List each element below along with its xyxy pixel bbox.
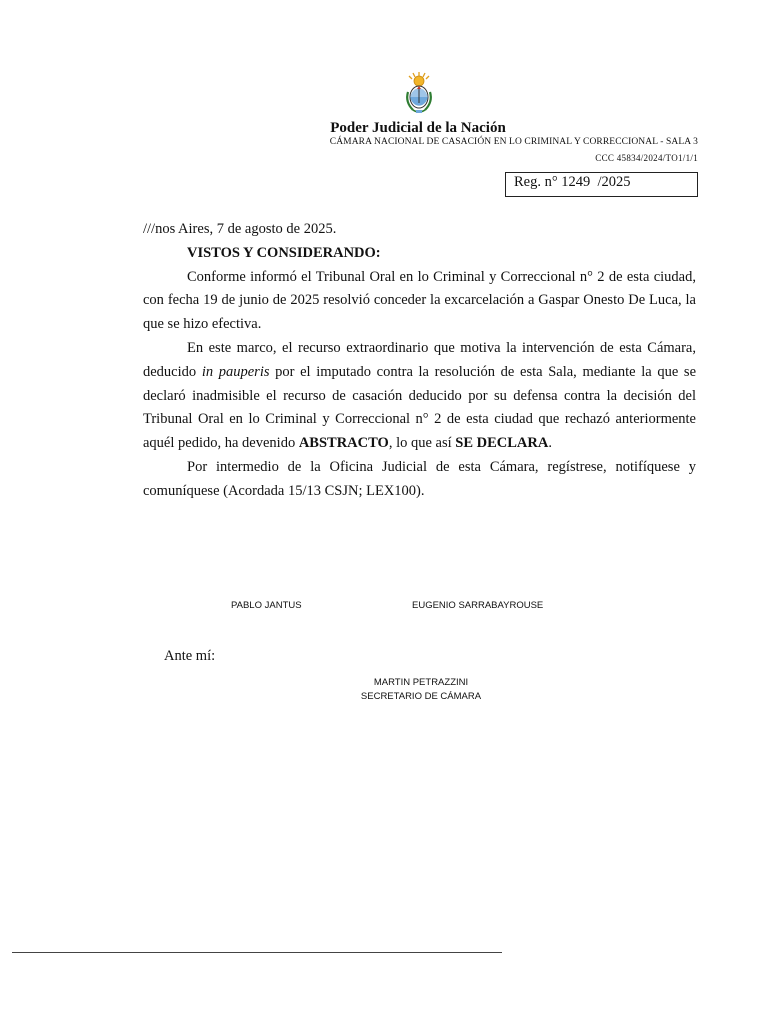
date-line: ///nos Aires, 7 de agosto de 2025. <box>143 221 337 237</box>
registry-number-box: Reg. n° 1249 /2025 <box>505 172 698 197</box>
chamber-name: CÁMARA NACIONAL DE CASACIÓN EN LO CRIMINAL Y CORRECCIONAL - SALA 3 <box>329 137 698 147</box>
secretary-title: SECRETARIO DE CÁMARA <box>360 691 482 702</box>
paragraph-3: Por intermedio de la Oficina Judicial de esta Cámara, regístrese, notifíquese y comuníquese (Acordada 15/13 CSJN; LEX100). <box>143 458 696 499</box>
judge-signature-2: EUGENIO SARRABAYROUSE <box>412 600 544 611</box>
ante-label: Ante mí: <box>164 648 216 664</box>
case-number: CCC 45834/2024/TO1/1/1 <box>595 153 698 163</box>
ruling-abstract: ABSTRACTO <box>298 435 389 452</box>
paragraph-1: Conforme informó el Tribunal Oral en lo Criminal y Correccional n° 2 de esta ciudad, con fecha 19 de junio de 2025 resolvió conceder la excarcelación a Gaspar Onesto De Luca, la que se hizo efectiva. <box>143 268 696 333</box>
section-heading: VISTOS Y CONSIDERANDO: <box>187 244 381 261</box>
judge-signature-1: PABLO JANTUS <box>231 600 302 611</box>
secretary-name: MARTIN PETRAZZINI <box>373 677 469 688</box>
ruling-declaration: SE DECLARA <box>455 435 549 452</box>
national-coat-of-arms-icon <box>401 70 437 118</box>
institution-name: Poder Judicial de la Nación <box>330 120 506 136</box>
resolution-body <box>143 218 696 504</box>
latin-term: in pauperis <box>201 363 270 380</box>
footer-divider <box>12 952 502 953</box>
paragraph-2: En este marco, el recurso extraordinario que motiva la intervención de esta Cámara, deducido in pauperis por el imputado contra la resolución de esta Sala, mediante la que se declaró inadmisible el recurso de casación deducido por su defensa contra la decisión del Tribunal Oral en lo Criminal y Correccional n° 2 de esta ciudad que rechazó anteriormente aquél pedido, ha devenido ABSTRACTO, lo que así SE DECLARA. <box>143 339 697 452</box>
